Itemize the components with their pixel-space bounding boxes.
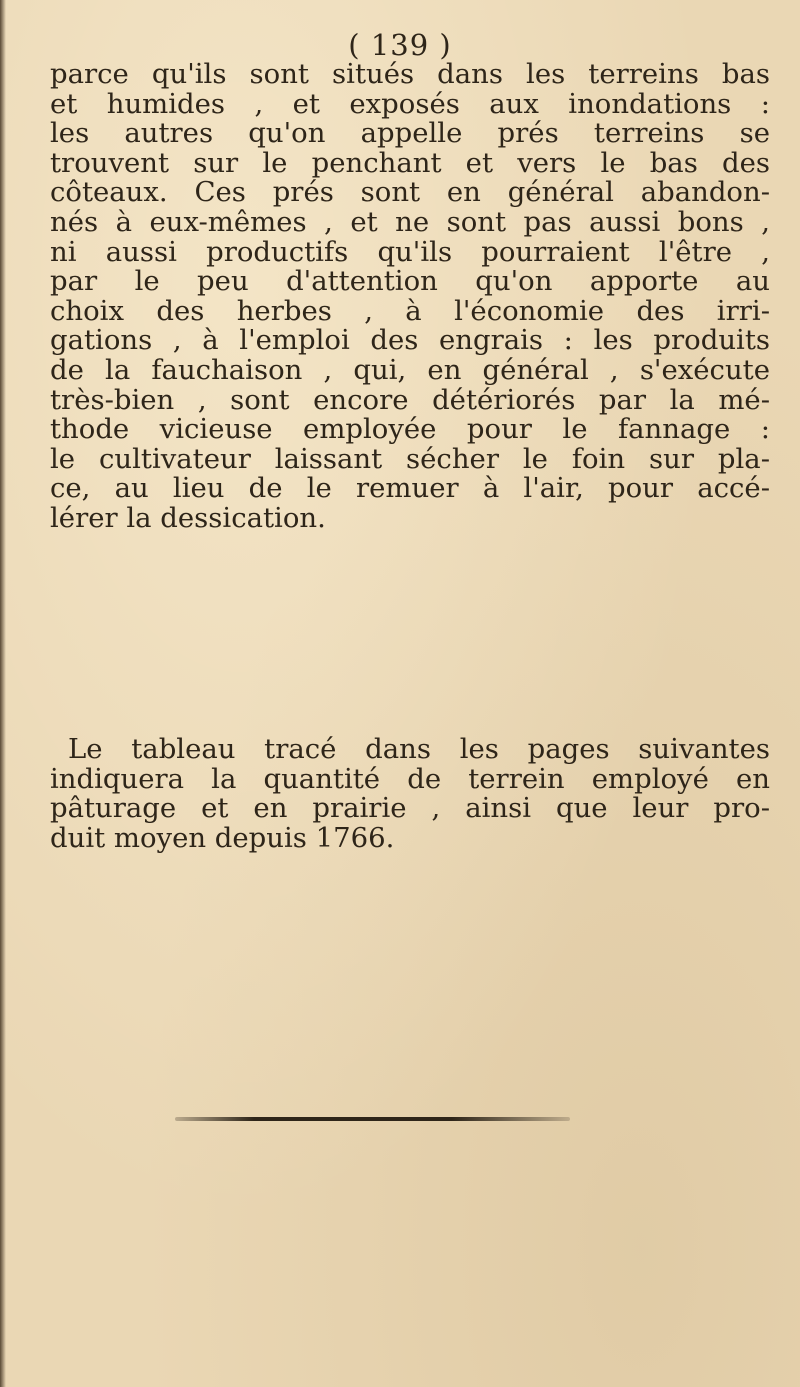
- text-line: thode vicieuse employée pour le fannage :: [50, 413, 770, 446]
- text-line: Le tableau tracé dans les pages suivantes: [68, 733, 770, 765]
- text-line: pâturage et en prairie , ainsi que leur pro-: [50, 792, 770, 825]
- page-number: ( 139 ): [348, 28, 452, 62]
- text-line: nés à eux-mêmes , et ne sont pas aussi bons ,: [50, 205, 770, 238]
- text-line: très-bien , sont encore détériorés par la mé-: [50, 383, 770, 416]
- text-line: ni aussi productifs qu'ils pourraient l'être ,: [50, 235, 770, 268]
- text-line: et humides , et exposés aux inondations :: [50, 87, 770, 120]
- text-line: duit moyen depuis 1766.: [50, 821, 395, 854]
- text-line: indiquera la quantité de terrein employé en: [50, 762, 770, 795]
- text-line: choix des herbes , à l'économie des irri-: [50, 294, 770, 327]
- text-line: parce qu'ils sont situés dans les terreins bas: [50, 58, 770, 90]
- text-line: les autres qu'on appelle prés terreins se: [50, 117, 770, 150]
- text-line: gations , à l'emploi des engrais : les produits: [50, 324, 770, 357]
- text-line: côteaux. Ces prés sont en général abandon-: [50, 176, 770, 209]
- text-line: de la fauchaison , qui, en général , s'exécute: [50, 353, 770, 386]
- page-binding-edge: [0, 0, 6, 1387]
- text-line: le cultivateur laissant sécher le foin sur pla-: [50, 442, 770, 475]
- text-line: ce, au lieu de le remuer à l'air, pour accé-: [50, 472, 770, 505]
- end-rule-divider: [175, 1117, 570, 1121]
- text-line: lérer la dessication.: [50, 501, 326, 534]
- text-line: par le peu d'attention qu'on apporte au: [50, 265, 770, 298]
- body-paragraph-2: [50, 735, 770, 853]
- body-paragraph-1: [50, 60, 770, 534]
- text-line: trouvent sur le penchant et vers le bas des: [50, 146, 770, 179]
